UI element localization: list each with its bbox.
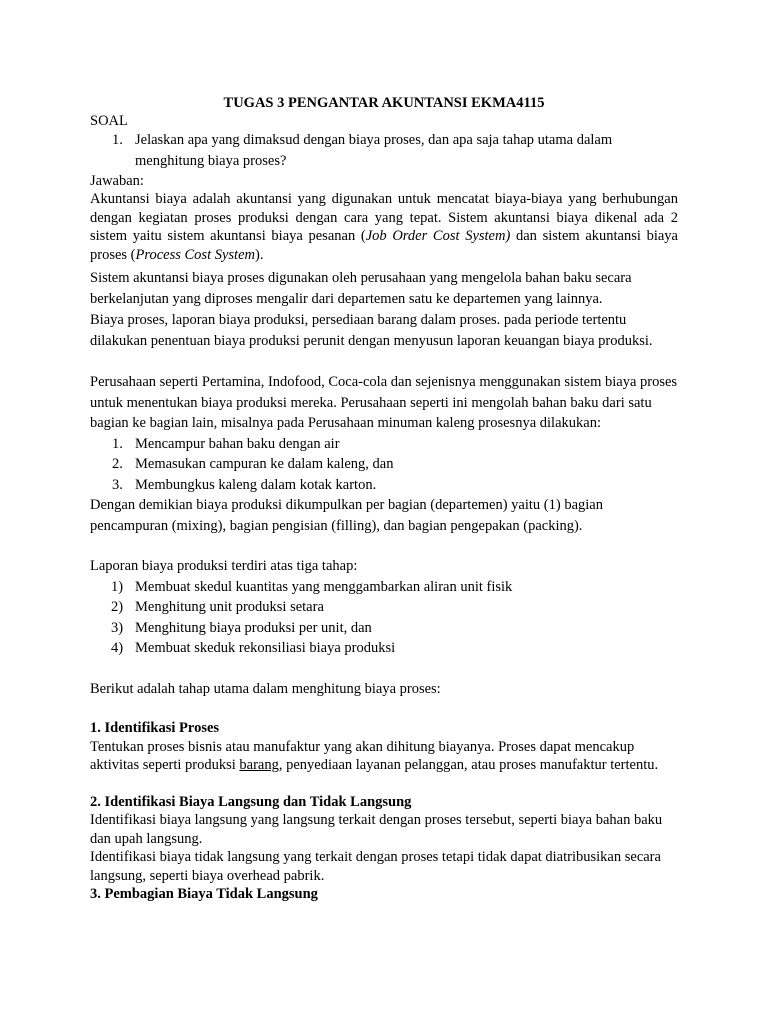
list-item-number: 3) xyxy=(111,619,124,636)
list-item xyxy=(90,434,678,455)
section-heading-pembagian-biaya: 3. Pembagian Biaya Tidak Langsung xyxy=(90,886,318,902)
document-title: TUGAS 3 PENGANTAR AKUNTANSI EKMA4115 xyxy=(223,95,545,111)
list-item-text: Memasukan campuran ke dalam kaleng, dan xyxy=(135,456,394,472)
list-item xyxy=(90,638,678,659)
list-item-number: 2) xyxy=(111,599,124,615)
list-item-number: 3. xyxy=(112,476,123,493)
intro-italic-job-order: Job Order Cost System) xyxy=(365,228,511,244)
list-item-number: 4) xyxy=(111,640,124,656)
section-heading-biaya-langsung: 2. Identifikasi Biaya Langsung dan Tidak Langsung xyxy=(90,793,412,810)
list-item-text: Menghitung unit produksi setara xyxy=(135,599,324,615)
question-number: 1. xyxy=(112,132,123,148)
intro-paragraph xyxy=(90,190,678,264)
section1-paragraph xyxy=(90,738,678,775)
section1-text-end: , penyediaan layanan pelanggan, atau proses manufaktur tertentu. xyxy=(278,757,659,773)
section-heading-identifikasi-proses: 1. Identifikasi Proses xyxy=(90,720,220,736)
intro-text-2: dan sistem akuntansi biaya proses ( xyxy=(90,228,678,263)
question-item xyxy=(90,130,678,172)
berikut-line: Berikut adalah tahap utama dalam menghitung biaya proses: xyxy=(90,680,441,697)
soal-label: SOAL xyxy=(90,113,128,129)
paragraph-sistem: Sistem akuntansi biaya proses digunakan oleh perusahaan yang mengelola bahan baku secara berkelanjutan yang diproses mengalir dari departemen satu ke departemen yang lainnya. xyxy=(90,270,632,307)
kaleng-steps-list xyxy=(90,434,678,496)
question-text: Jelaskan apa yang dimaksud dengan biaya proses, dan apa saja tahap utama dalam menghitung biaya proses? xyxy=(135,132,613,169)
laporan-steps-list xyxy=(90,577,678,659)
list-item xyxy=(90,454,678,475)
list-item xyxy=(90,597,678,618)
intro-text-1: Akuntansi biaya adalah akuntansi yang digunakan untuk mencatat biaya-biaya yang berhubungan dengan kegiatan proses produksi dengan cara yang tepat. Sistem akuntansi biaya dikenal ada 2 sistem yaitu sistem akuntansi biaya pesanan ( xyxy=(90,191,678,244)
intro-text-3: ). xyxy=(255,246,264,263)
jawaban-label: Jawaban: xyxy=(90,173,144,189)
paragraph-perusahaan: Perusahaan seperti Pertamina, Indofood, Coca-cola dan sejenisnya menggunakan sistem biaya proses untuk menentukan biaya produksi mereka. Perusahaan seperti ini mengolah bahan baku dari satu bagian ke bagian lain, misalnya pada Perusahaan minuman kaleng prosesnya dilakukan: xyxy=(90,374,678,431)
list-item-number: 1) xyxy=(111,578,124,595)
list-item xyxy=(90,577,678,598)
list-item-text: Membuat skedul kuantitas yang menggambarkan aliran unit fisik xyxy=(135,578,513,595)
section2-paragraph-2: Identifikasi biaya tidak langsung yang terkait dengan proses tetapi tidak dapat diatribusikan secara langsung, seperti biaya overhead pabrik. xyxy=(90,849,661,884)
section2-paragraph-1: Identifikasi biaya langsung yang langsung terkait dengan proses tersebut, seperti biaya bahan baku dan upah langsung. xyxy=(90,812,663,847)
list-item-number: 1. xyxy=(112,435,123,452)
paragraph-biaya-proses: Biaya proses, laporan biaya produksi, persediaan barang dalam proses. pada periode tertentu dilakukan penentuan biaya produksi perunit dengan menyusun laporan keuangan biaya produksi. xyxy=(90,312,653,349)
list-item-text: Menghitung biaya produksi per unit, dan xyxy=(135,619,372,636)
laporan-intro: Laporan biaya produksi terdiri atas tiga tahap: xyxy=(90,558,358,574)
intro-italic-process-cost: Process Cost System xyxy=(135,246,255,263)
document-body xyxy=(90,94,678,904)
barang-link[interactable]: barang xyxy=(239,757,279,773)
list-item xyxy=(90,618,678,639)
paragraph-dengan-demikian: Dengan demikian biaya produksi dikumpulkan per bagian (departemen) yaitu (1) bagian pencampuran (mixing), bagian pengisian (filling), dan bagian pengepakan (packing). xyxy=(90,497,603,534)
question-list xyxy=(90,130,678,172)
list-item-text: Mencampur bahan baku dengan air xyxy=(135,435,340,452)
list-item xyxy=(90,475,678,496)
list-item-text: Membuat skeduk rekonsiliasi biaya produksi xyxy=(135,640,396,656)
section1-text: Tentukan proses bisnis atau manufaktur yang akan dihitung biayanya. Proses dapat mencakup aktivitas seperti produksi xyxy=(90,738,635,773)
list-item-text: Membungkus kaleng dalam kotak karton. xyxy=(135,476,377,493)
list-item-number: 2. xyxy=(112,456,123,472)
